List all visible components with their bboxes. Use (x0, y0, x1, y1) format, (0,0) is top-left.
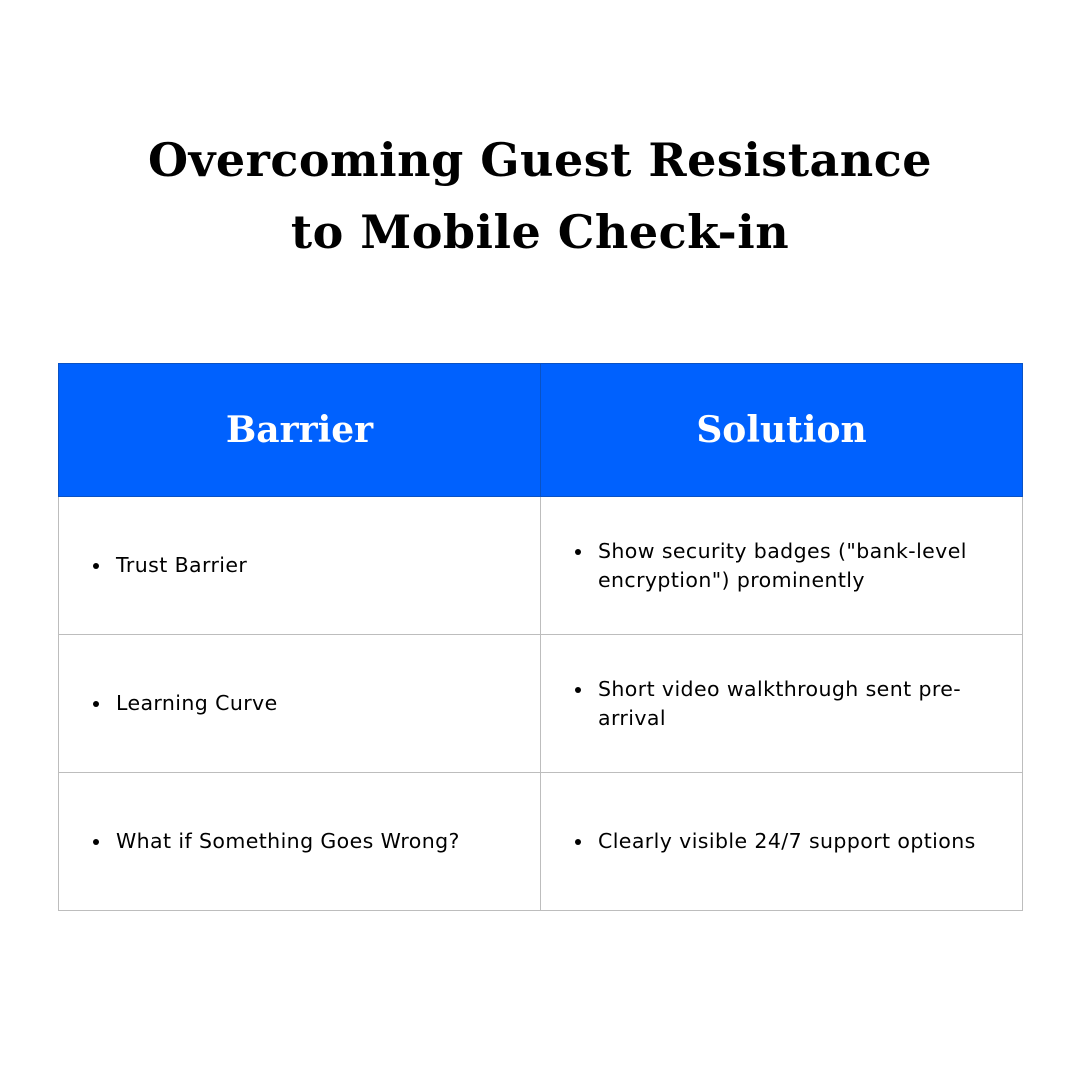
bullet-icon (93, 839, 99, 845)
table-body (59, 497, 1023, 911)
page-title (0, 124, 1080, 268)
barrier-text: Learning Curve (116, 691, 278, 715)
list-item (59, 551, 540, 580)
barrier-cell (59, 773, 541, 911)
barrier-cell (59, 497, 541, 635)
solution-cell (541, 497, 1023, 635)
list-item (541, 675, 1022, 733)
barrier-text: What if Something Goes Wrong? (116, 829, 460, 853)
list-item (541, 827, 1022, 856)
list-item (59, 827, 540, 856)
solution-text (598, 537, 992, 595)
bullet-icon (93, 701, 99, 707)
title-line-1: Overcoming Guest Resistance (148, 133, 932, 187)
solution-line: Clearly visible 24/7 support options (598, 829, 976, 853)
solution-cell (541, 773, 1023, 911)
solution-line: arrival (598, 705, 666, 730)
bullet-icon (575, 687, 581, 693)
header-solution: Solution (541, 364, 1023, 497)
solution-line: Show security badges ("bank-level (598, 538, 967, 563)
barrier-text: Trust Barrier (116, 553, 248, 577)
table-row (59, 497, 1023, 635)
solution-line: encryption") prominently (598, 567, 865, 592)
list-item (59, 689, 540, 718)
list-item (541, 537, 1022, 595)
bullet-icon (575, 839, 581, 845)
solution-text (598, 827, 992, 856)
solution-line: Short video walkthrough sent pre- (598, 676, 962, 701)
table-row (59, 635, 1023, 773)
title-line-2: to Mobile Check-in (290, 205, 790, 259)
table-header-row (59, 364, 1023, 497)
table-header (59, 364, 1023, 497)
header-barrier: Barrier (59, 364, 541, 497)
solution-cell (541, 635, 1023, 773)
table-row (59, 773, 1023, 911)
barrier-solution-table (58, 363, 1023, 911)
bullet-icon (93, 563, 99, 569)
barrier-cell (59, 635, 541, 773)
solution-text (598, 675, 992, 733)
bullet-icon (575, 549, 581, 555)
